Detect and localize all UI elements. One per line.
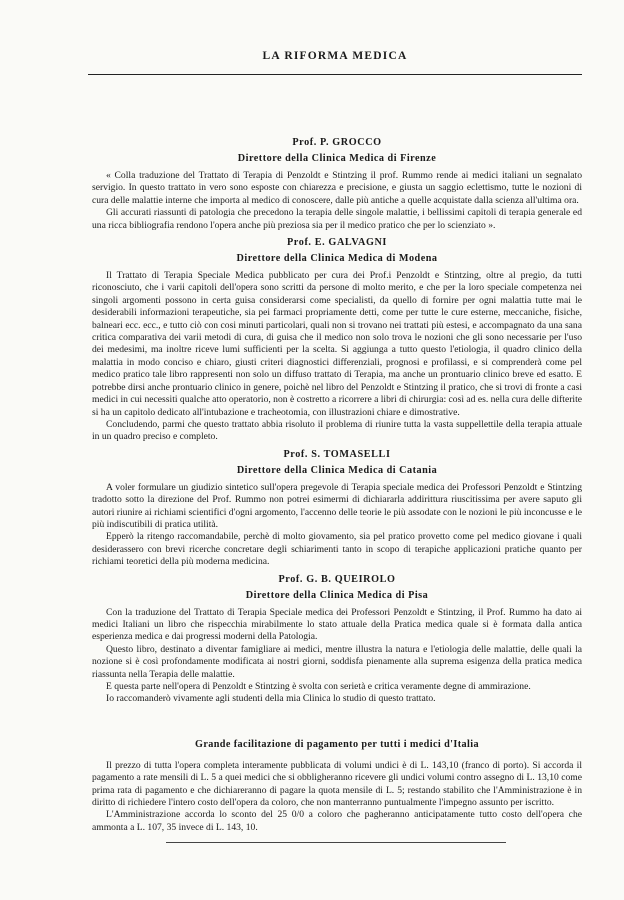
paragraph: A voler formulare un giudizio sintetico sull'opera pregevole di Terapia speciale medica dei Professori Penzoldt e Stintzing tradotto sotto la direzione del Prof. Rummo non potrei esimermi di dichiararla addirittura riuscitissima per avere saputo gli autori riunire ai richiami scientifici d'ogni argomento, l'accenno delle teorie le più assodate con le nozioni le più inconcusse e le più indiscutibili di pratica utilità. [92,481,582,530]
paragraph: E questa parte nell'opera di Penzoldt e Stintzing è svolta con serietà e critica veramente degne di ammirazione. [106,681,531,692]
author-name: Prof. P. GROCCO [292,137,382,148]
author-name: Prof. S. TOMASELLI [283,448,391,460]
author-title: Direttore della Clinica Medica di Pisa [245,589,429,601]
payment-notice [92,738,582,834]
author-title: Direttore della Clinica Medica di Modena [236,253,438,265]
paragraph: « Colla traduzione del Trattato di Terapia di Penzoldt e Stintzing il prof. Rummo rende ai medici italiani un segnalato servigio. In questo trattato in vero sono esposte con chiarezza e precisione, e giusta un saggio eclettismo, tutte le nozioni di cura delle malattie interne che importa al medico di conoscere, dalle più antiche a quelle acquistate dalla scienza all'ultima ora. [92,170,582,206]
testimonial-grocco [92,136,582,232]
paragraph: Con la traduzione del Trattato di Terapia Speciale medica dei Professori Penzoldt e Stintzing, il Prof. Rummo ha dato ai medici Italiani un libro che rispecchia mirabilmente lo stato attuale della Pratica medica quale si è formata dalla antica esperienza medica e dai progressi moderni della Patologia. [92,606,582,643]
running-title: LA RIFORMA MEDICA [262,50,408,62]
testimonial-queirolo [92,573,582,706]
paragraph: Concludendo, parmi che questo trattato abbia risoluto il problema di riunire tutta la vasta suppellettile della terapia attuale in un quadro preciso e completo. [92,418,582,443]
footer-rule [166,842,506,843]
notice-title: Grande facilitazione di pagamento per tutti i medici d'Italia [195,738,479,750]
paragraph: Io raccomanderò vivamente agli studenti della mia Clinica lo studio di questo trattato. [106,693,436,705]
paragraph: Epperò la ritengo raccomandabile, perchè di molto giovamento, sia pel pratico provetto come pel medico giovane i quali desiderassero con brevi ricerche concretare degli schiarimenti tanto in scopo di terapiche applicazioni pratiche quanto per richiami teoretici della più moderna medicina. [92,531,582,568]
author-title: Direttore della Clinica Medica di Catania [236,464,438,476]
paragraph: L'Amministrazione accorda lo sconto del 25 0/0 a coloro che pagheranno anticipatamente tutto costo dell'opera che ammonta a L. 107, 35 invece di L. 143, 10. [92,809,582,833]
author-name: Prof. E. GALVAGNI [286,237,387,249]
article-body [92,136,582,838]
testimonial-galvagni [92,236,582,444]
testimonial-tomaselli [92,448,582,569]
author-name: Prof. G. B. QUEIROLO [278,573,396,585]
author-title: Direttore della Clinica Medica di Firenze [237,153,437,164]
paragraph: Il prezzo di tutta l'opera completa interamente pubblicata di volumi undici è di L. 143,10 (franco di porto). Si accorda il pagamento a rate mensili di L. 5 a quei medici che si obbligheranno ricevere gli undici volumi contro assegno di L. 13,10 come prima rata di pagamento e che dichiareranno di pagare la quota mensile di L. 5; restando stabilito che l'Amministrazione è in diritto di richiedere l'intero costo dell'opera da coloro, che non manterranno puntualmente l'impegno assunto per iscritto. [92,759,582,809]
paragraph: Il Trattato di Terapia Speciale Medica pubblicato per cura dei Prof.i Penzoldt e Stintzing, oltre al pregio, da tutti riconosciuto, che i varii capitoli dell'opera sono scritti da persone di molto merito, e che per la loro speciale competenza nei singoli argomenti possono in certa guisa considerarsi come specialisti, da quello di fornire per ogni malattia tutte mai le desiderabili informazioni terapeutiche, sia pei farmaci propriamente detti, come per tutte le cure esterne, meccaniche, fisiche, balneari ecc. ecc., e tutto ciò con cosi minuti particolari, quali non si trovano nei trattati più estesi, e accompagnato da una sana critica comparativa dei varii metodi di cura, di guisa che il medico non solo trova le nozioni che gli sono necessarie per l'uso dei medesimi, ma inoltre riceve lumi sufficienti per la scelta. Si aggiunga a tutto questo l'etiologia, il quadro clinico della malattia in modo conciso e chiaro, giusti criteri diagnostici differenziali, prognosi e profilassi, e si comprenderà come pel medico pratico tale libro rappresenti non solo un diffuso trattato di Terapia, ma anche un prontuario clinico breve ed esatto. E potrebbe dirsi anche prontuario clinico in genere, poichè nel libro del Penzoldt e Stintzing il pratico, che si trovi di fronte a casi medici in cui necessiti qualche atto operatorio, non è costretto a ricorrere a libri di chirurgia: così ad es. nella cura delle difterite si ha un capitolo dedicato all'intubazione e tracheotomia, con illustrazioni chiare e dimostrative. [92,270,582,418]
header-rule [88,74,582,75]
paragraph: Questo libro, destinato a diventar famigliare ai medici, mentre illustra la natura e l'etiologia delle malattie, delle quali la nozione si è così profondamente modificata ai nostri giorni, soddisfa pienamente alla suprema esigenza della pratica medica riassunta nella Terapia delle malattie. [92,643,582,680]
section-spacer [92,710,582,738]
paragraph: Gli accurati riassunti di patologia che precedono la terapia delle singole malattie, i bellissimi capitoli di terapia generale ed una ricca bibliografia rendono l'opera anche più preziosa sia per il medico pratico che per lo scienziato ». [92,207,582,231]
